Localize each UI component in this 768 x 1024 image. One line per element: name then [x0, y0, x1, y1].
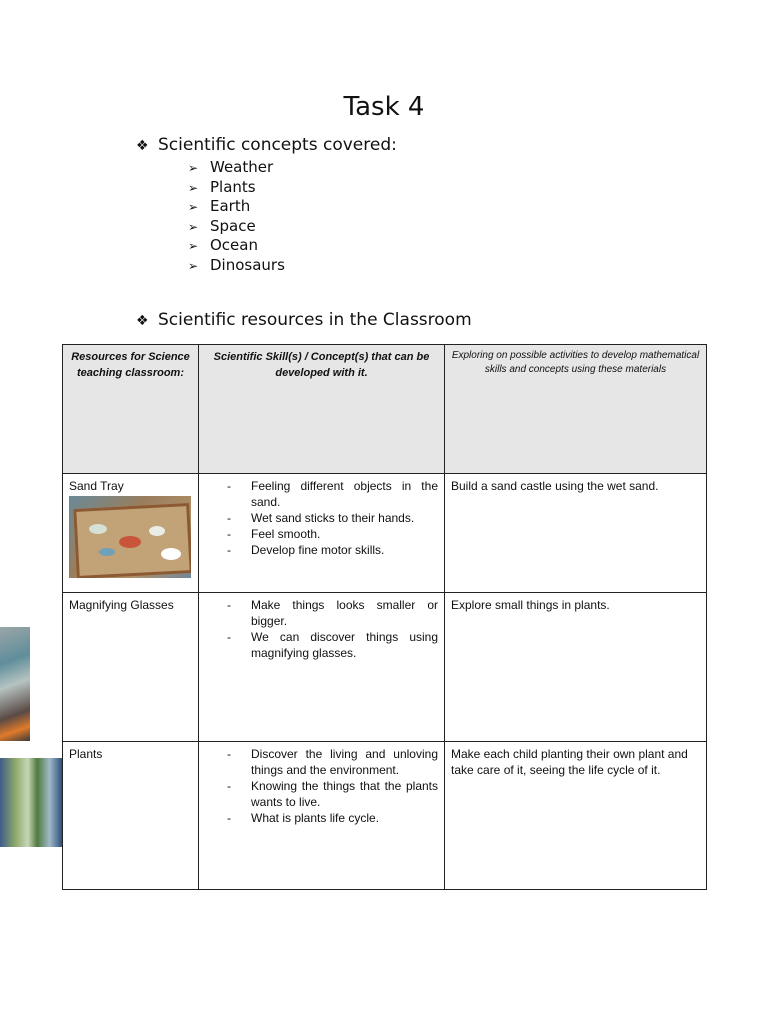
activity-cell: Build a sand castle using the wet sand. — [445, 474, 707, 593]
skills-cell — [199, 593, 445, 742]
list-item: - Knowing the things that the plants wants to live. — [205, 778, 438, 810]
list-item: ➢ Plants — [188, 178, 285, 198]
list-item: - We can discover things using magnifying glasses. — [205, 629, 438, 661]
table-row — [63, 742, 707, 890]
page-title: Task 4 — [343, 92, 425, 122]
arrow-bullet-icon: ➢ — [188, 180, 199, 195]
list-item: - Wet sand sticks to their hands. — [205, 510, 438, 526]
diamond-bullet-icon: ❖ — [136, 138, 149, 154]
concepts-heading-text: Scientific concepts covered: — [158, 135, 397, 155]
column-header-skills: Scientific Skill(s) / Concept(s) that can be developed with it. — [199, 345, 445, 474]
column-header-resources: Resources for Science teaching classroom: — [63, 345, 199, 474]
concepts-heading — [136, 135, 397, 155]
list-item: - Make things looks smaller or bigger. — [205, 597, 438, 629]
list-item: ➢ Space — [188, 217, 285, 237]
arrow-bullet-icon: ➢ — [188, 258, 199, 273]
list-item: - What is plants life cycle. — [205, 810, 438, 826]
table-header-row — [63, 345, 707, 474]
list-item: - Feel smooth. — [205, 526, 438, 542]
list-item: - Feeling different objects in the sand. — [205, 478, 438, 510]
skills-cell — [199, 474, 445, 593]
sand-tray-photo — [69, 496, 191, 578]
resource-cell — [63, 742, 199, 890]
plants-photo — [0, 758, 62, 847]
list-item: ➢ Weather — [188, 158, 285, 178]
resources-heading — [136, 310, 472, 330]
list-item: - Develop fine motor skills. — [205, 542, 438, 558]
list-item: ➢ Dinosaurs — [188, 256, 285, 276]
resources-heading-text: Scientific resources in the Classroom — [158, 310, 472, 330]
list-item: ➢ Ocean — [188, 236, 285, 256]
arrow-bullet-icon: ➢ — [188, 161, 199, 175]
arrow-bullet-icon: ➢ — [188, 219, 199, 234]
skills-cell — [199, 742, 445, 890]
resource-name: Plants — [69, 747, 103, 761]
resource-cell — [63, 593, 199, 742]
resource-name: Sand Tray — [69, 479, 124, 493]
table-row — [63, 474, 707, 593]
diamond-bullet-icon: ❖ — [136, 313, 149, 329]
arrow-bullet-icon: ➢ — [188, 200, 199, 214]
resource-name: Magnifying Glasses — [69, 598, 174, 612]
column-header-activities: Exploring on possible activities to develop mathematical skills and concepts using these materials — [445, 345, 707, 474]
arrow-bullet-icon: ➢ — [188, 239, 199, 253]
list-item: ➢ Earth — [188, 197, 285, 217]
table-row — [63, 593, 707, 742]
resource-cell — [63, 474, 199, 593]
activity-cell: Make each child planting their own plant and take care of it, seeing the life cycle of it. — [445, 742, 707, 890]
magnifying-glass-photo — [0, 627, 30, 741]
list-item: - Discover the living and unloving things and the environment. — [205, 746, 438, 778]
concepts-list — [188, 158, 285, 275]
activity-cell: Explore small things in plants. — [445, 593, 707, 742]
resources-table — [62, 344, 707, 890]
